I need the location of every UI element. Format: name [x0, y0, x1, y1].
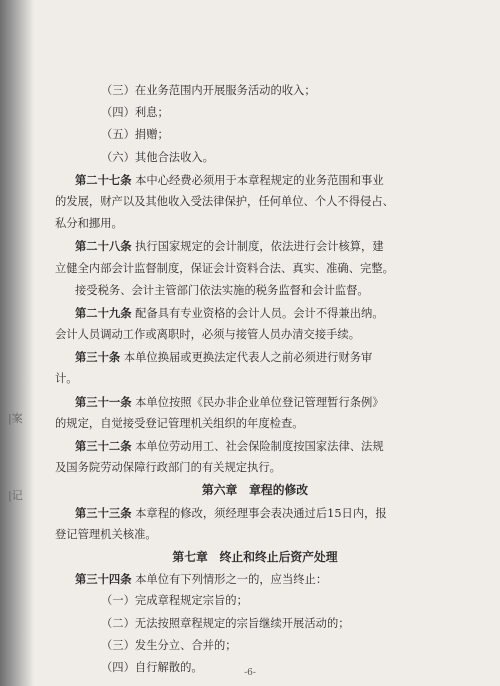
paragraph-line: 计。 [55, 372, 78, 386]
paragraph-line: 登记管理机关核准。 [55, 527, 157, 541]
paragraph-line: 会计人员调动工作或离职时，必须与接管人员办清交接手续。 [55, 328, 361, 342]
list-item: （三）发生分立、合并的； [101, 638, 237, 652]
document-page [55, 80, 455, 679]
article-32: 第三十二条 本单位劳动用工、社会保险制度按国家法律、法规 [75, 439, 384, 453]
paragraph-line: 接受税务、会计主管部门依法实施的税务监督和会计监督。 [75, 283, 369, 297]
article-33: 第三十三条 本章程的修改，须经理事会表决通过后15日内，报 [75, 505, 387, 520]
list-item: （二）无法按照章程规定的宗旨继续开展活动的； [101, 616, 350, 630]
margin-mark-bottom: |记 [8, 489, 23, 502]
article-label: 第二十七条 [75, 172, 132, 187]
article-label: 第三十条 [75, 350, 121, 365]
margin-mark-top: |案 [8, 412, 23, 425]
list-item: （五）捐赠； [101, 128, 169, 142]
scan-edge-shadow [0, 0, 34, 686]
chapter-6-heading: 第六章 章程的修改 [201, 483, 309, 498]
paragraph-line: 立健全内部会计监督制度，保证会计资料合法、真实、准确、完整。 [55, 261, 394, 275]
article-30: 第三十条 本单位换届或更换法定代表人之前必须进行财务审 [75, 350, 373, 365]
article-label: 第三十一条 [75, 394, 132, 409]
list-item: （四）利息； [101, 106, 169, 120]
article-29: 第二十九条 配备具有专业资格的会计人员。会计不得兼出纳。 [75, 305, 384, 320]
article-label: 第三十四条 [75, 572, 132, 587]
article-label: 第三十二条 [75, 439, 132, 453]
list-item: （一）完成章程规定宗旨的； [101, 594, 248, 608]
paragraph-line: 的规定，自觉接受登记管理机关组织的年度检查。 [55, 416, 304, 430]
article-label: 第三十三条 [75, 505, 132, 520]
article-28: 第二十八条 执行国家规定的会计制度，依法进行会计核算，建 [75, 239, 384, 254]
paragraph-line: 私分和挪用。 [55, 217, 123, 231]
article-27: 第二十七条 本中心经费必须用于本章程规定的业务范围和事业 [75, 172, 384, 187]
list-item: （三）在业务范围内开展服务活动的收入； [101, 84, 316, 97]
list-item: （四）自行解散的。 [101, 660, 203, 674]
article-label: 第二十九条 [75, 305, 132, 320]
chapter-7-heading: 第七章 终止和终止后资产处理 [172, 549, 338, 564]
article-34: 第三十四条 本单位有下列情形之一的，应当终止： [75, 572, 328, 587]
list-item: （六）其他合法收入。 [101, 150, 214, 164]
page-number: -6- [244, 668, 256, 678]
paragraph-line: 的发展，财产以及其他收入受法律保护，任何单位、个人不得侵占、 [55, 194, 394, 208]
article-label: 第二十八条 [75, 239, 132, 254]
paragraph-line: 及国务院劳动保障行政部门的有关规定执行。 [55, 461, 281, 475]
article-31: 第三十一条 本单位按照《民办非企业单位登记管理暂行条例》 [75, 394, 384, 409]
